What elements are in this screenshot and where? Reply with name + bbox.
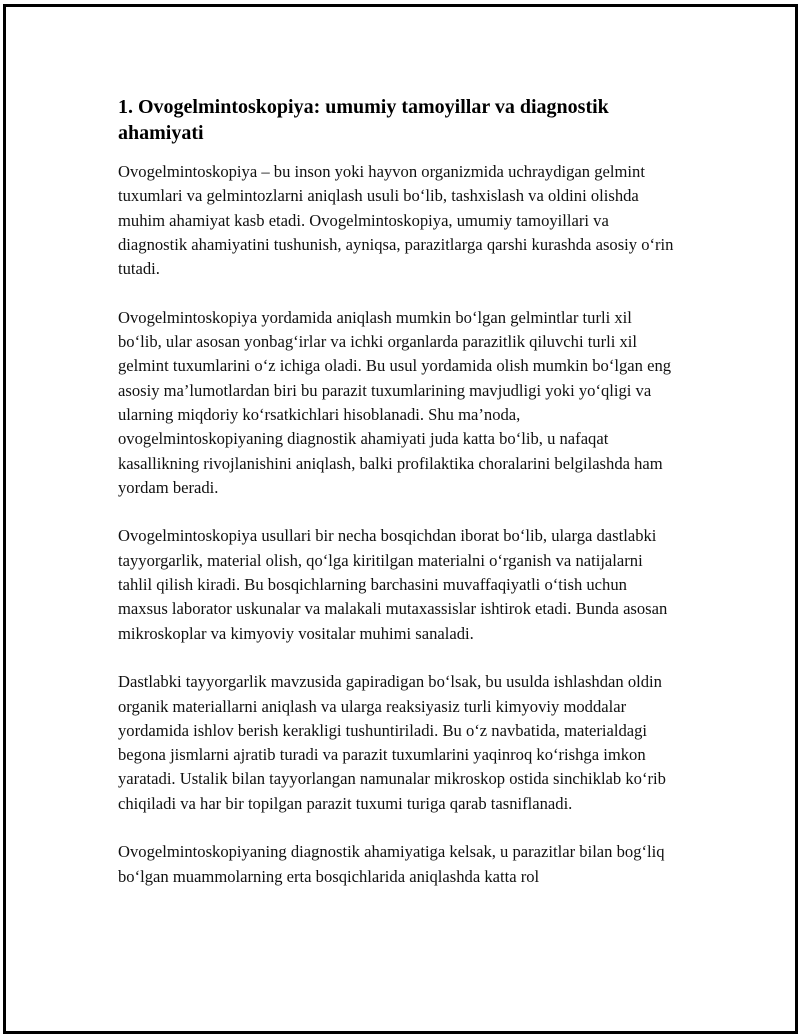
document-body — [118, 94, 678, 913]
section-heading: 1. Ovogelmintoskopiya: umumiy tamoyillar va diagnostik ahamiyati — [118, 96, 609, 144]
paragraph-4: Dastlabki tayyorgarlik mavzusida gapiradigan bo‘lsak, bu usulda ishlashdan oldin organik materiallarni aniqlash va ularga reaksiyasiz turli kimyoviy moddalar yordamida ishlov berish kerakligi tushuntiriladi. Bu o‘z navbatida, materialdagi begona jismlarni ajratib turadi va parazit tuxumlarini yaqinroq ko‘rishga imkon yaratadi. Ustalik bilan tayyorlangan namunalar mikroskop ostida sinchiklab ko‘rib chiqiladi va har bir topilgan parazit tuxumi turiga qarab tasniflanadi. — [118, 672, 666, 813]
paragraph-2: Ovogelmintoskopiya yordamida aniqlash mumkin bo‘lgan gelmintlar turli xil bo‘lib, ular asosan yonbag‘irlar va ichki organlarda parazitlik qiluvchi turli xil gelmint tuxumlarini o‘z ichiga oladi. Bu usul yordamida olish mumkin bo‘lgan eng asosiy ma’lumotlardan biri bu parazit tuxumlarining mavjudligi yoki yo‘qligi va ularning miqdoriy ko‘rsatkichlari hisoblanadi. Shu ma’noda, ovogelmintoskopiyaning diagnostik ahamiyati juda katta bo‘lib, u nafaqat kasallikning rivojlanishini aniqlash, balki profilaktika choralarini belgilashda ham yordam beradi. — [118, 307, 672, 497]
paragraph-3: Ovogelmintoskopiya usullari bir necha bosqichdan iborat bo‘lib, ularga dastlabki tayyorgarlik, material olish, qo‘lga kiritilgan materialni o‘rganish va natijalarni tahlil qilish kiradi. Bu bosqichlarning barchasini muvaffaqiyatli o‘tish uchun maxsus laborator uskunalar va malakali mutaxassislar ishtirok etadi. Bunda asosan mikroskoplar va kimyoviy vositalar muhimi sanaladi. — [118, 526, 668, 643]
paragraph-5: Ovogelmintoskopiyaning diagnostik ahamiyatiga kelsak, u parazitlar bilan bog‘liq bo‘lgan muammolarning erta bosqichlarida aniqlashda katta rol — [118, 842, 665, 886]
paragraph-1: Ovogelmintoskopiya – bu inson yoki hayvon organizmida uchraydigan gelmint tuxumlari va gelmintozlarni aniqlash usuli bo‘lib, tashxislash va oldini olishda muhim ahamiyat kasb etadi. Ovogelmintoskopiya, umumiy tamoyillari va diagnostik ahamiyatini tushunish, ayniqsa, parazitlarga qarshi kurashda asosiy o‘rin tutadi. — [118, 162, 674, 279]
